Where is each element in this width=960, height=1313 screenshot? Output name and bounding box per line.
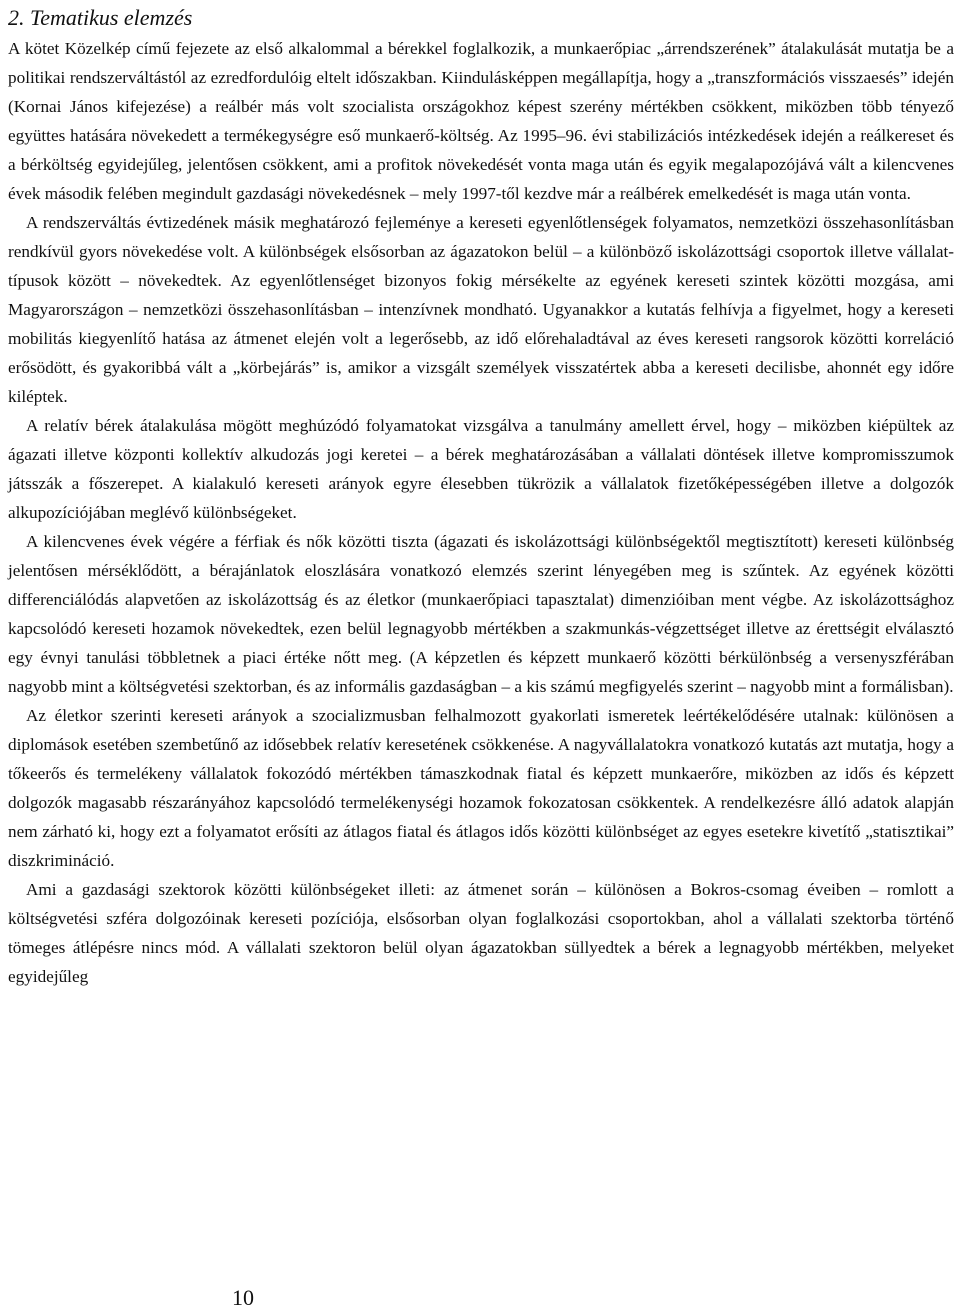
paragraph-3: A relatív bérek átalakulása mögött meghúzódó folyamatokat vizsgálva a tanulmány amellett érvel, hogy – miközben kiépültek az ágazati illetve központi kollektív alkudozás jogi keretei – a bérek meghatározásában a vállalati döntések illetve kompromisszumok játsszák a főszerepet. A kialakuló kereseti arányok egyre élesebben tükrözik a vállalatok fizetőképességében illetve a dolgozók alkupozíciójában meglévő különbségeket. <box>8 416 954 522</box>
paragraph-4: A kilencvenes évek végére a férfiak és nők közötti tiszta (ágazati és iskolázottsági különbségektől megtisztított) kereseti különbség jelentősen mérséklődött, a bérajánlatok eloszlására vonatkozó elemzés szerint lényegében meg is szűntek. Az egyének közötti differenciálódás alapvetően az iskolázottság és az életkor (munkaerőpiaci tapasztalat) dimenzióiban ment végbe. Az iskolázottsághoz kapcsolódó kereseti hozamok növekedtek, ezen belül legnagyobb mértékben a szakmunkás-végzettséget illetve az érettségit elválasztó egy évnyi tanulási többletnek a piaci értéke nőtt meg. (A képzetlen és képzett munkaerő közötti bérkülönbség a versenyszférában nagyobb mint a költségvetési szektorban, és az informális gazdaságban – a kis számú megfigyelés szerint – nagyobb mint a formálisban). <box>8 532 954 696</box>
section-title: 2. Tematikus elemzés <box>8 5 193 30</box>
document-page <box>8 0 954 991</box>
paragraph-6: Ami a gazdasági szektorok közötti különbségeket illeti: az átmenet során – különösen a Bokros-csomag éveiben – romlott a költségvetési szféra dolgozóinak kereseti pozíciója, elsősorban olyan foglalkozási csoportokban, ahol a vállalati szektorba történő tömeges átlépésre nincs mód. A vállalati szektoron belül olyan ágazatokban süllyedtek a bérek a legnagyobb mértékben, melyeket egyidejűleg <box>8 880 954 986</box>
paragraph-2: A rendszerváltás évtizedének másik meghatározó fejleménye a kereseti egyenlőtlenségek folyamatos, nemzetközi összehasonlításban rendkívül gyors növekedése volt. A különbségek elsősorban az ágazatokon belül – a különböző iskolázottsági csoportok illetve vállalat-típusok között – növekedtek. Az egyenlőtlenséget bizonyos fokig mérsékelte az egyének kereseti szintek közötti mozgása, ami Magyarországon – nemzetközi összehasonlításban – intenzívnek mondható. Ugyanakkor a kutatás felhívja a figyelmet, hogy a kereseti mobilitás kiegyenlítő hatása az átmenet elején volt a legerősebb, az idő előrehaladtával az éves kereseti rangsorok közötti korreláció erősödött, és gyakoribbá vált a „körbejárás” is, amikor a vizsgált személyek visszatértek abba a kereseti decilisbe, ahonnét egy időre kiléptek. <box>8 213 954 406</box>
paragraph-5: Az életkor szerinti kereseti arányok a szocializmusban felhalmozott gyakorlati ismeretek leértékelődésére utalnak: különösen a diplomások esetében szembetűnő az idősebbek relatív keresetének csökkenése. A nagyvállalatokra vonatkozó kutatás azt mutatja, hogy a tőkeerős és termelékeny vállalatok fokozódó mértékben támaszkodnak fiatal és képzett munkaerőre, miközben az idős és képzett dolgozók magasabb részarányához kapcsolódó termelékenységi hozamok fokozatosan csökkentek. A rendelkezésre álló adatok alapján nem zárható ki, hogy ezt a folyamatot erősíti az átlagos fiatal és átlagos idős közötti különbséget az egyes esetekre kivetítő „statisztikai” diszkrimináció. <box>8 706 954 870</box>
paragraph-1: A kötet Közelkép című fejezete az első alkalommal a bérekkel foglalkozik, a munkaerőpiac „árrendszerének” átalakulását mutatja be a politikai rendszerváltástól az ezredfordulóig eltelt időszakban. Kiindulásképpen megállapítja, hogy a „transzformációs visszaesés” idején (Kornai János kifejezése) a reálbér más volt szocialista országokhoz képest szerény mértékben csökkent, miközben több tényező együttes hatására növekedett a termékegységre eső munkaerő-költség. Az 1995–96. évi stabilizációs intézkedések idején a reálkereset és a bérköltség egyidejűleg, jelentősen csökkent, ami a profitok növekedését vonta maga után és egyik megalapozójává vált a kilencvenes évek második felében megindult gazdasági növekedésnek – mely 1997-től kezdve már a reálbérek emelkedését is maga után vonta. <box>8 39 954 203</box>
page-number: 10 <box>232 1285 254 1310</box>
